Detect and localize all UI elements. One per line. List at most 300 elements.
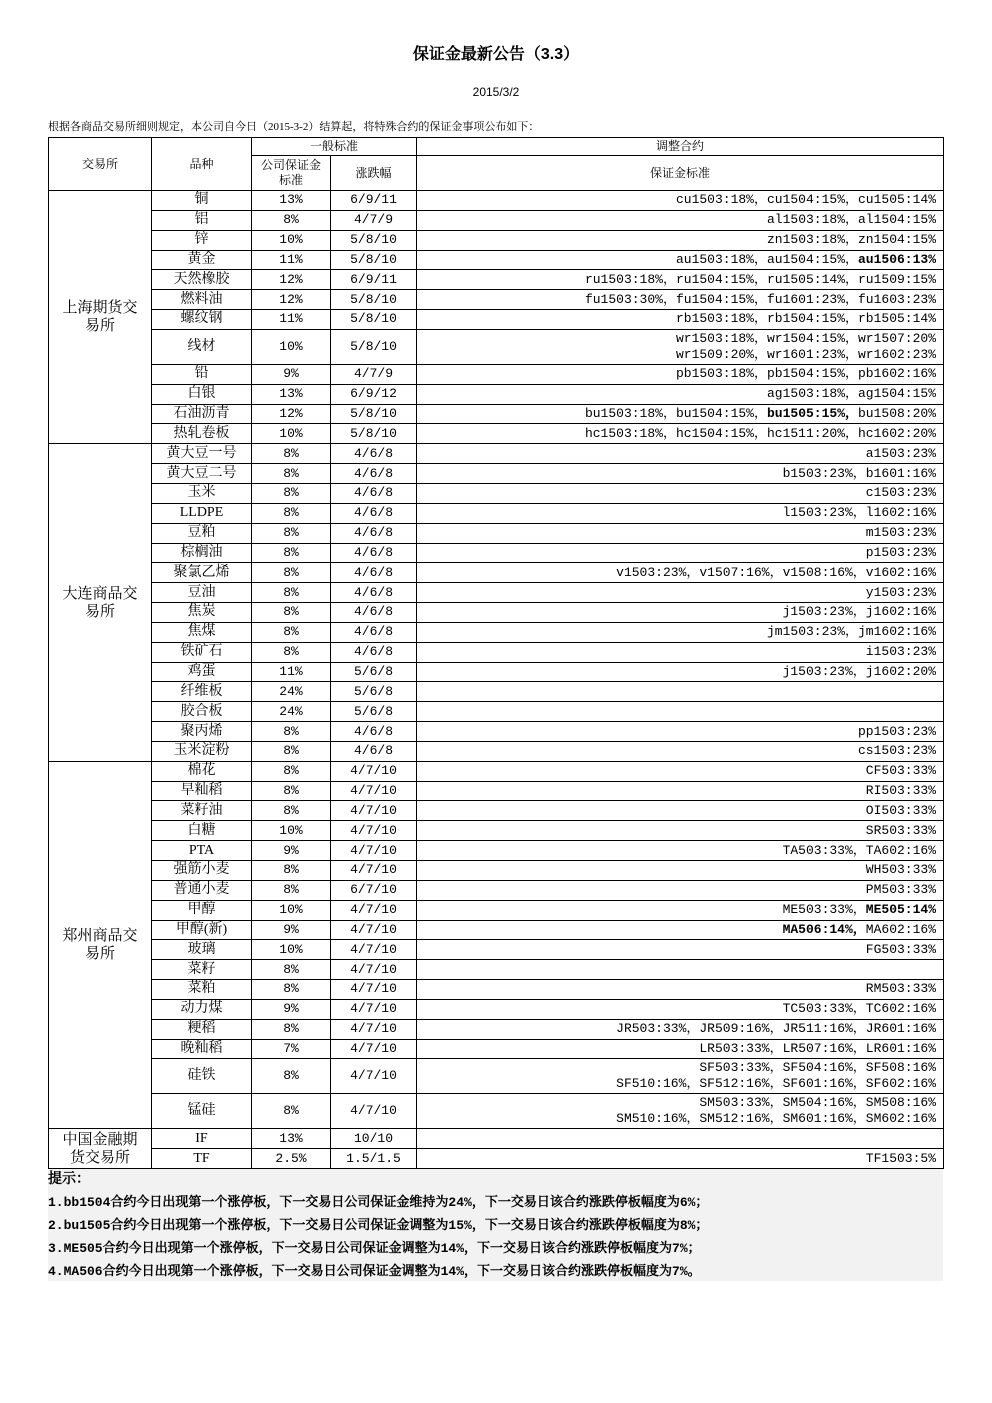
header-price-limit: 涨跌幅 [331,156,417,191]
variety-cell: PTA [152,841,252,861]
adjusted-margin-line: SR503:33% [865,822,937,838]
table-row [49,1094,944,1129]
table-row [49,210,944,230]
company-margin-cell: 8% [252,781,331,801]
adjusted-margin-line: LR503:33%，LR507:16%，LR601:16% [699,1041,937,1057]
company-margin-cell: 13% [252,1129,331,1149]
adjusted-margin-line: SF503:33%，SF504:16%，SF508:16% [699,1060,937,1076]
header-margin-standard: 保证金标准 [417,156,944,191]
adjusted-margin-highlight: au1506:13% [858,251,937,267]
adjusted-margin-cell [417,662,944,682]
variety-cell: 铜 [152,191,252,211]
company-margin-cell: 9% [252,841,331,861]
company-margin-cell: 24% [252,702,331,722]
price-limit-cell: 4/6/8 [331,444,417,464]
variety-cell: 甲醇(新) [152,920,252,940]
price-limit-cell: 1.5/1.5 [331,1149,417,1169]
variety-cell: 黄大豆二号 [152,464,252,484]
exchange-cell [49,191,152,444]
company-margin-cell: 8% [252,1094,331,1129]
adjusted-margin-segment: au1503:18%，au1504:15%， [675,251,858,267]
company-margin-cell: 11% [252,662,331,682]
variety-cell: 铁矿石 [152,642,252,662]
price-limit-cell: 6/9/12 [331,384,417,404]
adjusted-margin-cell [417,563,944,583]
adjusted-margin-cell [417,250,944,270]
table-row [49,841,944,861]
adjusted-margin-line: j1503:23%，j1602:16% [782,604,937,620]
company-margin-cell: 9% [252,920,331,940]
variety-cell: 普通小麦 [152,880,252,900]
adjusted-margin-cell [417,1019,944,1039]
variety-cell: 天然橡胶 [152,270,252,290]
adjusted-margin-cell [417,404,944,424]
adjusted-margin-cell [417,622,944,642]
adjusted-margin-cell [417,980,944,1000]
adjusted-margin-cell [417,603,944,623]
table-row [49,940,944,960]
price-limit-cell: 5/6/8 [331,682,417,702]
table-row [49,583,944,603]
variety-cell: 锰硅 [152,1094,252,1129]
company-margin-cell: 8% [252,980,331,1000]
adjusted-margin-cell [417,999,944,1019]
price-limit-cell: 4/7/10 [331,900,417,920]
company-margin-cell: 8% [252,464,331,484]
adjusted-margin-cell [417,920,944,940]
price-limit-cell: 4/6/8 [331,483,417,503]
variety-cell: 胶合板 [152,702,252,722]
table-row [49,1059,944,1094]
company-margin-cell: 10% [252,230,331,250]
adjusted-margin-cell [417,270,944,290]
company-margin-cell: 8% [252,741,331,761]
company-margin-cell: 13% [252,191,331,211]
page-title: 保证金最新公告（3.3） [412,46,580,63]
price-limit-cell: 5/8/10 [331,329,417,364]
adjusted-margin-cell [417,702,944,722]
adjusted-margin-cell [417,424,944,444]
adjusted-margin-cell [417,801,944,821]
table-row [49,310,944,330]
adjusted-margin-line: fu1503:30%，fu1504:15%，fu1601:23%，fu1603:23% [584,291,937,307]
variety-cell: 菜籽 [152,960,252,980]
adjusted-margin-line: al1503:18%，al1504:15% [766,212,937,228]
margin-table-body [49,191,944,1169]
price-limit-cell: 4/7/10 [331,920,417,940]
header-company-margin-label: 公司保证金标准 [260,158,321,187]
variety-cell: 纤维板 [152,682,252,702]
adjusted-margin-line: FG503:33% [865,941,937,957]
variety-cell: 强筋小麦 [152,861,252,881]
variety-cell: 鸡蛋 [152,662,252,682]
variety-cell: 动力煤 [152,999,252,1019]
table-row [49,523,944,543]
variety-cell: 聚氯乙烯 [152,563,252,583]
adjusted-margin-line: wr1503:18%，wr1504:15%，wr1507:20% [675,330,937,346]
table-row [49,781,944,801]
adjusted-margin-highlight: ME505:14% [865,902,937,918]
price-limit-cell: 4/7/10 [331,940,417,960]
table-row [49,622,944,642]
adjusted-margin-line: zn1503:18%，zn1504:15% [766,232,937,248]
price-limit-cell: 4/7/10 [331,821,417,841]
company-margin-cell: 12% [252,290,331,310]
adjusted-margin-line: p1503:23% [865,544,937,560]
table-row [49,900,944,920]
variety-cell: 热轧卷板 [152,424,252,444]
price-limit-cell: 4/6/8 [331,622,417,642]
adjusted-margin-line: CF503:33% [865,763,937,779]
price-limit-cell: 6/9/11 [331,191,417,211]
variety-cell: 晚籼稻 [152,1039,252,1059]
table-row [49,642,944,662]
price-limit-cell: 5/8/10 [331,310,417,330]
adjusted-margin-line: i1503:23% [865,644,937,660]
table-row [49,960,944,980]
variety-cell: 棕榈油 [152,543,252,563]
header-variety: 品种 [152,138,252,191]
document-body [48,137,943,1281]
adjusted-margin-cell [417,384,944,404]
table-row [49,384,944,404]
adjusted-margin-line: a1503:23% [865,445,937,461]
variety-cell: IF [152,1129,252,1149]
adjusted-margin-segment: ME503:33%， [782,902,866,918]
table-row [49,603,944,623]
variety-cell: TF [152,1149,252,1169]
price-limit-cell: 4/6/8 [331,563,417,583]
company-margin-cell: 11% [252,250,331,270]
price-limit-cell: 5/8/10 [331,230,417,250]
company-margin-cell: 12% [252,270,331,290]
adjusted-margin-cell [417,960,944,980]
price-limit-cell: 5/6/8 [331,702,417,722]
adjusted-margin-cell [417,1149,944,1169]
table-row [49,444,944,464]
variety-cell: 菜籽油 [152,801,252,821]
company-margin-cell: 8% [252,801,331,821]
price-limit-cell: 4/7/10 [331,861,417,881]
table-row [49,999,944,1019]
table-row [49,250,944,270]
adjusted-margin-line: l1503:23%，l1602:16% [782,505,937,521]
adjusted-margin-segment: bu1508:20% [858,406,937,422]
company-margin-cell: 8% [252,622,331,642]
adjusted-margin-cell [417,583,944,603]
variety-cell: 早籼稻 [152,781,252,801]
price-limit-cell: 4/7/10 [331,1019,417,1039]
table-row [49,702,944,722]
price-limit-cell: 4/6/8 [331,583,417,603]
adjusted-margin-line: OI503:33% [865,802,937,818]
exchange-cell [49,1129,152,1169]
adjusted-margin-line: SF510:16%，SF512:16%，SF601:16%，SF602:16% [616,1076,937,1092]
table-row [49,270,944,290]
adjusted-margin-line: j1503:23%，j1602:20% [782,663,937,679]
adjusted-margin-line: ru1503:18%，ru1504:15%，ru1505:14%，ru1509:15% [584,271,937,287]
variety-cell: 玉米淀粉 [152,741,252,761]
table-row [49,821,944,841]
adjusted-margin-line: wr1509:20%，wr1601:23%，wr1602:23% [675,346,937,362]
variety-cell: 菜粕 [152,980,252,1000]
header-adjusted-contracts: 调整合约 [417,138,944,156]
adjusted-margin-line: PM503:33% [865,882,937,898]
adjusted-margin-line [421,902,936,918]
adjusted-margin-line: WH503:33% [865,862,937,878]
table-row [49,980,944,1000]
table-row [49,861,944,881]
company-margin-cell: 10% [252,821,331,841]
table-row [49,563,944,583]
price-limit-cell: 4/7/10 [331,781,417,801]
company-margin-cell: 10% [252,900,331,920]
exchange-name: 郑州商品交易所 [62,928,138,963]
adjusted-margin-line [421,922,936,938]
price-limit-cell: 6/9/11 [331,270,417,290]
price-limit-cell: 4/6/8 [331,464,417,484]
adjusted-margin-cell [417,329,944,364]
variety-cell: 玉米 [152,483,252,503]
adjusted-margin-cell [417,642,944,662]
adjusted-margin-cell [417,821,944,841]
company-margin-cell: 8% [252,960,331,980]
company-margin-cell: 24% [252,682,331,702]
adjusted-margin-cell [417,230,944,250]
adjusted-margin-line: v1503:23%，v1507:16%，v1508:16%，v1602:16% [616,564,937,580]
variety-cell: 豆粕 [152,523,252,543]
variety-cell: 粳稻 [152,1019,252,1039]
adjusted-margin-cell [417,781,944,801]
adjusted-margin-cell [417,1129,944,1149]
adjusted-margin-line: pp1503:23% [858,723,937,739]
company-margin-cell: 10% [252,940,331,960]
adjusted-margin-line: cs1503:23% [858,743,937,759]
table-row [49,329,944,364]
adjusted-margin-cell [417,191,944,211]
announcement-date: 2015/3/2 [472,85,520,99]
variety-cell: 聚丙烯 [152,722,252,742]
price-limit-cell: 4/7/10 [331,980,417,1000]
price-limit-cell: 4/6/8 [331,642,417,662]
price-limit-cell: 5/6/8 [331,662,417,682]
adjusted-margin-line: JR503:33%，JR509:16%，JR511:16%，JR601:16% [616,1021,937,1037]
price-limit-cell: 4/7/10 [331,999,417,1019]
variety-cell: 白糖 [152,821,252,841]
variety-cell: 焦炭 [152,603,252,623]
price-limit-cell: 5/8/10 [331,290,417,310]
adjusted-margin-cell [417,290,944,310]
company-margin-cell: 8% [252,523,331,543]
exchange-name: 中国金融期货交易所 [62,1131,138,1166]
price-limit-cell: 4/6/8 [331,741,417,761]
margin-table-header [49,138,944,191]
header-exchange: 交易所 [49,138,152,191]
table-row [49,662,944,682]
company-margin-cell: 10% [252,424,331,444]
company-margin-cell: 8% [252,642,331,662]
notes-heading: 提示： [48,1172,90,1189]
company-margin-cell: 8% [252,563,331,583]
header-general-standard: 一般标准 [252,138,417,156]
company-margin-cell: 8% [252,1059,331,1094]
adjusted-margin-line: SM510:16%，SM512:16%，SM601:16%，SM602:16% [616,1111,937,1127]
company-margin-cell: 12% [252,404,331,424]
exchange-name: 大连商品交易所 [62,585,138,620]
table-row [49,543,944,563]
adjusted-margin-line: TF1503:5% [865,1150,937,1166]
variety-cell: 焦煤 [152,622,252,642]
note-item: 2.bu1505合约今日出现第一个涨停板，下一交易日公司保证金调整为15%，下一交易日该合约涨跌停板幅度为8%； [48,1218,709,1234]
variety-cell: 甲醇 [152,900,252,920]
table-row [49,801,944,821]
price-limit-cell: 5/8/10 [331,250,417,270]
variety-cell: 铅 [152,364,252,384]
company-margin-cell: 7% [252,1039,331,1059]
price-limit-cell: 4/7/10 [331,960,417,980]
price-limit-cell: 4/7/10 [331,1059,417,1094]
adjusted-margin-cell [417,861,944,881]
adjusted-margin-line [421,252,936,268]
table-row [49,1019,944,1039]
adjusted-margin-cell [417,364,944,384]
company-margin-cell: 9% [252,364,331,384]
price-limit-cell: 4/6/8 [331,722,417,742]
company-margin-cell: 8% [252,503,331,523]
table-row [49,464,944,484]
adjusted-margin-cell [417,523,944,543]
variety-cell: 螺纹钢 [152,310,252,330]
variety-cell: 石油沥青 [152,404,252,424]
notes-section [48,1169,943,1281]
margin-table [48,137,944,1169]
adjusted-margin-cell [417,841,944,861]
adjusted-margin-line: RI503:33% [865,783,937,799]
price-limit-cell: 6/7/10 [331,880,417,900]
adjusted-margin-cell [417,464,944,484]
table-row [49,1039,944,1059]
company-margin-cell: 8% [252,603,331,623]
adjusted-margin-cell [417,682,944,702]
header-row [49,138,944,156]
price-limit-cell: 4/7/10 [331,1039,417,1059]
company-margin-cell: 8% [252,861,331,881]
intro-text: 根据各商品交易所细则规定，本公司自今日（2015-3-2）结算起，将特殊合约的保证金事项公布如下： [48,121,540,133]
table-row [49,1149,944,1169]
company-margin-cell: 2.5% [252,1149,331,1169]
adjusted-margin-line: pb1503:18%，pb1504:15%，pb1602:16% [675,366,937,382]
price-limit-cell: 4/7/9 [331,364,417,384]
adjusted-margin-line: jm1503:23%，jm1602:16% [766,624,937,640]
table-row [49,364,944,384]
adjusted-margin-line: y1503:23% [865,584,937,600]
table-row [49,483,944,503]
variety-cell: 黄金 [152,250,252,270]
adjusted-margin-cell [417,880,944,900]
company-margin-cell: 8% [252,761,331,781]
price-limit-cell: 4/6/8 [331,543,417,563]
adjusted-margin-line: ag1503:18%，ag1504:15% [766,386,937,402]
company-margin-cell: 8% [252,543,331,563]
note-item: 3.ME505合约今日出现第一个涨停板，下一交易日公司保证金调整为14%，下一交易日该合约涨跌停板幅度为7%； [48,1241,701,1257]
table-row [49,503,944,523]
adjusted-margin-line: TC503:33%，TC602:16% [782,1001,937,1017]
variety-cell: 锌 [152,230,252,250]
table-row [49,191,944,211]
adjusted-margin-line: b1503:23%，b1601:16% [782,465,937,481]
adjusted-margin-line: rb1503:18%，rb1504:15%，rb1505:14% [675,311,937,327]
table-row [49,404,944,424]
adjusted-margin-cell [417,310,944,330]
adjusted-margin-cell [417,483,944,503]
variety-cell: 线材 [152,329,252,364]
table-row [49,761,944,781]
price-limit-cell: 4/7/10 [331,1094,417,1129]
adjusted-margin-highlight: bu1505:15%， [766,406,858,422]
company-margin-cell: 13% [252,384,331,404]
note-item: 4.MA506合约今日出现第一个涨停板，下一交易日公司保证金调整为14%，下一交易日该合约涨跌停板幅度为7%。 [48,1264,701,1280]
table-row [49,741,944,761]
variety-cell: 玻璃 [152,940,252,960]
exchange-cell [49,444,152,762]
company-margin-cell: 8% [252,880,331,900]
adjusted-margin-line [421,406,936,422]
variety-cell: LLDPE [152,503,252,523]
price-limit-cell: 5/8/10 [331,404,417,424]
exchange-cell [49,761,152,1129]
adjusted-margin-cell [417,543,944,563]
company-margin-cell: 8% [252,444,331,464]
price-limit-cell: 5/8/10 [331,424,417,444]
adjusted-margin-cell [417,503,944,523]
variety-cell: 燃料油 [152,290,252,310]
variety-cell: 白银 [152,384,252,404]
variety-cell: 硅铁 [152,1059,252,1094]
adjusted-margin-cell [417,741,944,761]
adjusted-margin-segment: bu1503:18%，bu1504:15%， [584,406,767,422]
price-limit-cell: 10/10 [331,1129,417,1149]
variety-cell: 黄大豆一号 [152,444,252,464]
table-row [49,880,944,900]
company-margin-cell: 8% [252,210,331,230]
table-row [49,424,944,444]
company-margin-cell: 9% [252,999,331,1019]
price-limit-cell: 4/7/9 [331,210,417,230]
price-limit-cell: 4/6/8 [331,503,417,523]
adjusted-margin-cell [417,761,944,781]
adjusted-margin-line: TA503:33%，TA602:16% [782,842,937,858]
adjusted-margin-cell [417,1039,944,1059]
table-row [49,1129,944,1149]
table-row [49,290,944,310]
adjusted-margin-line: cu1503:18%，cu1504:15%，cu1505:14% [675,192,937,208]
adjusted-margin-highlight: MA506:14%， [782,921,866,937]
adjusted-margin-segment: MA602:16% [865,921,937,937]
price-limit-cell: 4/6/8 [331,523,417,543]
table-row [49,682,944,702]
adjusted-margin-line: RM503:33% [865,981,937,997]
adjusted-margin-cell [417,210,944,230]
adjusted-margin-cell [417,1059,944,1094]
variety-cell: 棉花 [152,761,252,781]
variety-cell: 铝 [152,210,252,230]
company-margin-cell: 8% [252,1019,331,1039]
table-row [49,920,944,940]
company-margin-cell: 10% [252,329,331,364]
company-margin-cell: 8% [252,483,331,503]
company-margin-cell: 8% [252,722,331,742]
table-row [49,722,944,742]
